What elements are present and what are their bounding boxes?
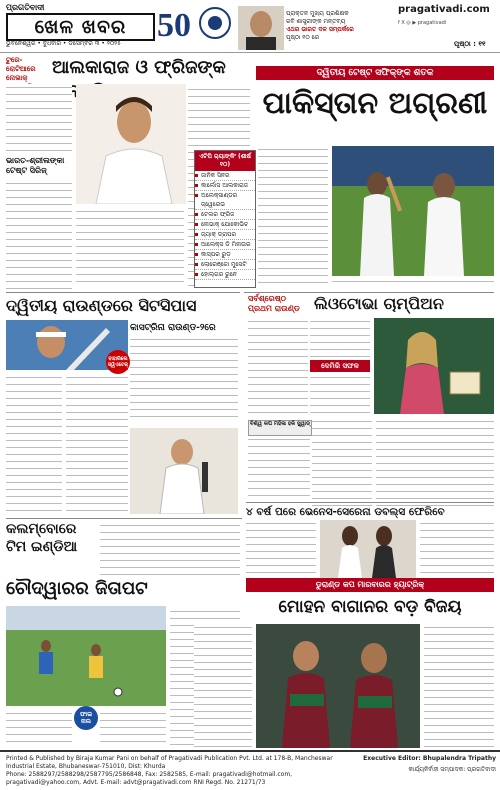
body-text <box>66 374 128 514</box>
brand-url[interactable]: pragativadi.com <box>398 4 490 15</box>
player-photo-alcaraz <box>76 84 186 204</box>
story3-headline[interactable]: ଦ୍ୱିତୀୟ ରାଉଣ୍ଡରେ ସିଟସିପାସ <box>6 296 197 315</box>
body-text <box>100 710 166 748</box>
contact-line: Phone: 2588297/2588298/2587795/2586848, Fax: 2582585, E-mail: pragativadi@hotmail.com, pragativadi@yahoo.com, Advt. E-mail: advt@pragativadi.com RNI Regd. No. 21271/73 <box>6 771 293 786</box>
story4-headline[interactable]: ଲିଓଟୋଭା ଚାମ୍ପିଅନ <box>314 294 444 313</box>
body-text <box>194 624 252 748</box>
list-item: ନୋଭାକ୍ ଯୋକୋଭିଚ <box>195 220 255 230</box>
teaser-line: ପୃଷ୍ଠା ୧୦ ରେ <box>286 34 320 41</box>
list-item: ହୋଲ୍ଗର ରୁନେ <box>195 270 255 280</box>
body-text <box>258 146 328 286</box>
dateline: ଭୁବନେଶ୍ୱର • ବୁଧବାର • ଡିସେମ୍ବର ୩ • ୨୦୨୫ <box>6 40 121 47</box>
portrait-photo <box>238 6 284 50</box>
teaser-line: ରବି ଶାସ୍ତ୍ରୀଙ୍କ ମନ୍ତବ୍ୟ <box>286 18 346 25</box>
body-text <box>6 180 72 290</box>
brand-small: ପ୍ରଗତିବାଦୀ <box>6 3 45 12</box>
masthead <box>0 0 500 53</box>
story6-headline-a[interactable]: କଲମ୍ବୋରେ ଟିମ ଇଣ୍ଡିଆ <box>6 521 78 555</box>
williams-sisters-photo <box>320 520 416 578</box>
body-text <box>424 624 494 748</box>
story4-strap: ସର୍ବଶ୍ରେଷ୍ଠ ପ୍ରଥମ ରାଉଣ୍ଡ <box>248 294 300 313</box>
body-text <box>332 278 494 288</box>
anniversary-logo <box>155 4 237 42</box>
teaser-line: ପ୍ରାକ୍ତନ ମୁଖ୍ୟ ପ୍ରଶିକ୍ଷକ <box>286 10 349 17</box>
kicker: ଟୁରେ-ରୋଟିଆରେ ନୋଭାକ୍ <box>6 56 36 82</box>
list-item: ଅଲେକ୍ସାଣ୍ଡର ଜ୍ୱେରେଭ <box>195 191 255 210</box>
list-item: ଟେଲର ଫ୍ରିଜ <box>195 210 255 220</box>
ranking-sidebar <box>194 150 256 288</box>
list-item: ଲୋରେଞ୍ଜୋ ମୁସେଟି <box>195 260 255 270</box>
body-text <box>376 418 494 508</box>
footer <box>0 750 500 790</box>
body-text <box>310 318 370 358</box>
page-title: ଖେଳ ଖବର <box>6 13 155 41</box>
story5-headline[interactable]: ୪ ବର୍ଷ ପରେ ଭେନେସ-ସେରେନା ଡବଲ୍ସ ଫେରିବେ <box>246 502 494 519</box>
list-item: ଜ୍ୟାକ୍ ଡ୍ରାପର <box>195 230 255 240</box>
page-number: ପୃଷ୍ଠା : ୧୧ <box>454 40 486 48</box>
list-item: ଆଲେକ୍ସ ଡି ମିନାଉର <box>195 240 255 250</box>
cricket-photo <box>332 146 494 276</box>
body-text <box>420 520 494 578</box>
body-text <box>248 318 308 414</box>
body-text <box>312 418 372 508</box>
sidebar-title: ଏଟିପି ର‍୍ୟାଙ୍କିଂ (ଶୀର୍ଷ ୧୦) <box>195 151 255 171</box>
box-title: ଦେମିରି ସଫଳ <box>310 360 370 372</box>
football-photo <box>6 606 166 706</box>
story2-headline[interactable]: ପାକିସ୍ତାନ ଅଗ୍ରଣୀ <box>262 86 488 121</box>
story1-headline[interactable]: ଆଲକାରାଜ ଓ ଫ୍ରିଜଙ୍କ <box>52 57 226 78</box>
sub-kicker: ଭାରତ-ଶ୍ରୀଲଙ୍କା ଟେଷ୍ଟ ସିରିଜ୍ <box>6 156 65 175</box>
body-text <box>100 522 240 578</box>
badge: ବାହାରିଲେ ସ୍ୱିଏଟେକ୍ <box>106 350 130 374</box>
badge: ଫାଇ ନାଲ <box>74 706 98 730</box>
mini-title: ବିଶ୍ୱ କପ ମହିଳା ହକି ସ୍କ୍ୱାଡ୍ <box>248 420 312 436</box>
body-text <box>246 520 316 578</box>
editor-line: Executive Editor: Bhupalendra Tripathy <box>363 755 496 762</box>
list-item: କାସ୍ପର ରୁଡ଼ <box>195 250 255 260</box>
body-text <box>6 374 62 514</box>
list-item: ଜାନିକ ସିନର <box>195 171 255 181</box>
imprint-line: Printed & Published by Biraja Kumar Pani on behalf of Pragativadi Publication Pvt. Ltd. at 178-B, Mancheswar Industrial Estate, Bhubaneswar-751010, Dist: Khurda <box>6 755 333 770</box>
player-photo-liotova <box>374 318 494 414</box>
body-text <box>6 84 72 154</box>
body-text <box>6 710 72 748</box>
body-text <box>130 336 238 422</box>
body-text <box>248 436 310 506</box>
story3-strap[interactable]: କାସଟ୍ରିନା ରାଉଣ୍ଡ-୨ରେ <box>130 323 216 333</box>
body-text <box>76 208 184 288</box>
editor-line-odia: କାର୍ଯ୍ୟନିର୍ବାହୀ ସମ୍ପାଦକ: ପ୍ରଗତିବାଦୀ <box>408 766 496 773</box>
mohun-bagan-photo <box>256 624 420 748</box>
body-text <box>310 374 370 414</box>
list-item: କାର୍ଲୋସ ଆଲକାରାଜ <box>195 181 255 191</box>
social-icons[interactable]: f X ◎ ▶ pragativadi <box>398 20 447 26</box>
anniversary-number: 50 <box>157 7 191 42</box>
story7-headline[interactable]: ମୋହନ ବାଗାନର ବଡ଼ ବିଜୟ <box>278 597 462 617</box>
teaser-line: ଏଥର ଭାରତ ଦଳ ସମ୍ପର୍କରେ <box>286 26 354 33</box>
story6-headline-b[interactable]: ଚୌଦ୍ୱାରର ଜିତାପଟ <box>6 578 148 599</box>
teaser[interactable] <box>286 10 391 42</box>
player-photo-kasatkina <box>130 428 238 514</box>
story2-strap: ଦ୍ୱିତୀୟ ଟେଷ୍ଟ ସଫିକ୍‌ଙ୍କ ଶତକ <box>256 66 494 80</box>
story7-strap: ଡୁରାଣ୍ଡ କପ ମାରବାରର ହ୍ୟାଟ୍ରିକ୍ <box>246 578 494 592</box>
